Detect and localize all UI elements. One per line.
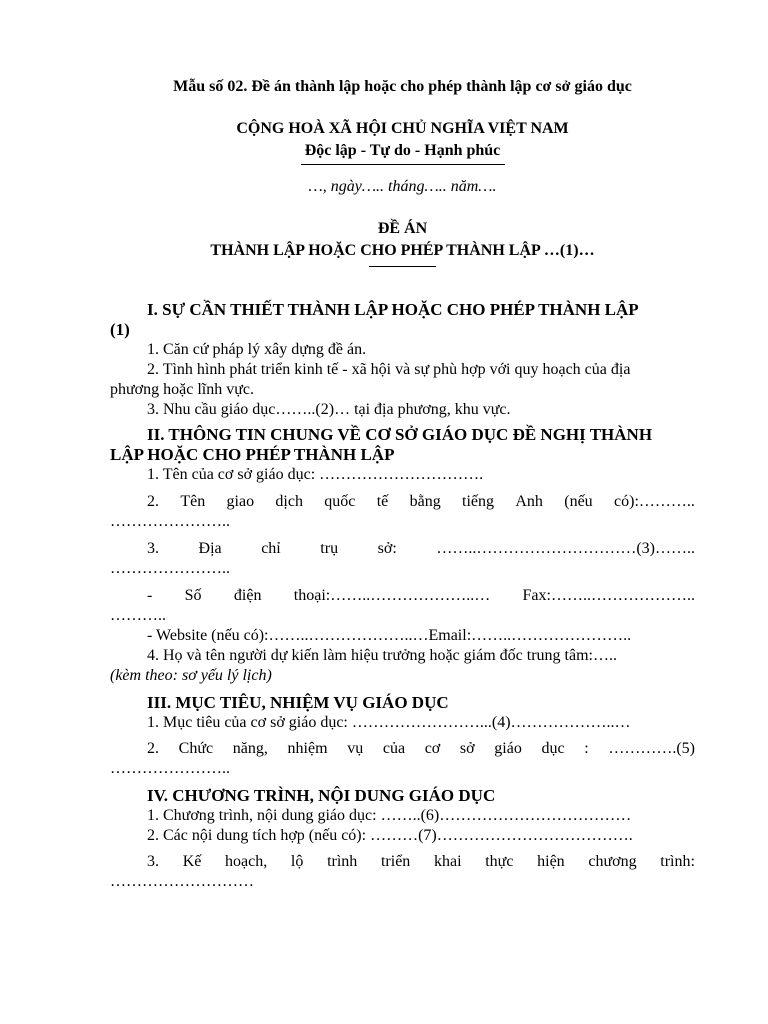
- word: sở: [459, 740, 475, 757]
- word: hiện: [537, 853, 565, 870]
- form-title: Mẫu số 02. Đề án thành lập hoặc cho phép thành lập cơ sở giáo dục: [173, 78, 632, 95]
- word: Anh: [515, 493, 543, 510]
- word: nhiệm: [287, 740, 328, 757]
- word: của: [382, 740, 406, 757]
- motto-underline: [301, 164, 505, 165]
- word: dục: [541, 740, 565, 757]
- section-4-heading: IV. CHƯƠNG TRÌNH, NỘI DUNG GIÁO DỤC: [147, 786, 496, 805]
- section-4-item-3-line1: [110, 852, 695, 872]
- word: Tên: [180, 493, 206, 510]
- word: Fax:……..………………..: [522, 587, 695, 604]
- section-3-item-1: 1. Mục tiêu của cơ sở giáo dục: ……………………...(4)………………..…: [147, 714, 631, 731]
- section-2-item-2-line1: [110, 492, 695, 512]
- document-title: ĐỀ ÁN: [377, 220, 428, 237]
- word: 2.: [147, 493, 159, 510]
- word: Số: [184, 587, 202, 604]
- section-1-heading: [110, 300, 695, 320]
- section-3-item-2-line1: [110, 739, 695, 759]
- word: Kế: [182, 853, 202, 870]
- word: quốc: [324, 493, 356, 510]
- title-underline: [369, 266, 436, 267]
- word: điện: [233, 587, 262, 604]
- word: lộ: [290, 853, 304, 870]
- section-1-heading-line1: I. SỰ CẦN THIẾT THÀNH LẬP HOẶC CHO PHÉP THÀNH LẬP: [147, 300, 639, 319]
- word: triển: [380, 853, 411, 870]
- word: giáo: [494, 740, 522, 757]
- section-2-item-4-line1: 4. Họ và tên người dự kiến làm hiệu trưởng hoặc giám đốc trung tâm:…..: [147, 647, 617, 664]
- word: -: [147, 587, 153, 604]
- word: giao: [226, 493, 255, 510]
- section-2-item-3-line1: [110, 539, 695, 559]
- section-4: [110, 786, 695, 892]
- document-subtitle: THÀNH LẬP HOẶC CHO PHÉP THÀNH LẬP …(1)…: [210, 242, 595, 259]
- word: ………….(5): [608, 740, 695, 757]
- section-2-item-3-line2: …………………..: [110, 560, 230, 577]
- section-4-item-1: 1. Chương trình, nội dung giáo dục: ……..(6)………………………………: [147, 807, 632, 824]
- word: chương: [588, 853, 637, 870]
- section-2-phone-line2: ………..: [110, 607, 166, 624]
- word: Chức: [178, 740, 214, 757]
- word: cơ: [424, 740, 441, 757]
- word: năng,: [232, 740, 268, 757]
- section-2-heading-line1: II. THÔNG TIN CHUNG VỀ CƠ SỞ GIÁO DỤC ĐỀ NGHỊ THÀNH: [147, 425, 653, 444]
- word: (nếu: [564, 493, 593, 510]
- word: 3.: [147, 540, 159, 557]
- word: vụ: [347, 740, 364, 757]
- word: bằng: [409, 493, 441, 510]
- word: thoại:……..………………..…: [293, 587, 491, 604]
- word: tế: [376, 493, 389, 510]
- section-4-item-2: 2. Các nội dung tích hợp (nếu có): ………(7)……………………………….: [147, 827, 633, 844]
- national-title: CỘNG HOÀ XÃ HỘI CHỦ NGHĨA VIỆT NAM: [236, 120, 569, 137]
- word: Địa: [198, 540, 222, 557]
- word: :: [584, 740, 589, 757]
- section-2-heading-line2: LẬP HOẶC CHO PHÉP THÀNH LẬP: [110, 445, 395, 464]
- section-2-item-1: 1. Tên của cơ sở giáo dục: ………………………….: [147, 466, 484, 483]
- word: khai: [433, 853, 462, 870]
- word: dịch: [275, 493, 303, 510]
- word: trình: [327, 853, 358, 870]
- section-2-heading: [110, 425, 695, 445]
- word: thực: [485, 853, 514, 870]
- word: có):………..: [614, 493, 695, 510]
- word: trình:: [660, 853, 695, 870]
- section-2: [110, 425, 695, 686]
- section-2-item-4-note: (kèm theo: sơ yếu lý lịch): [110, 667, 272, 684]
- section-1-heading-line2: (1): [110, 320, 130, 339]
- date-line: …, ngày….. tháng….. năm….: [308, 178, 497, 195]
- word: ……..…………………………(3)……..: [436, 540, 695, 557]
- word: sở:: [377, 540, 397, 557]
- word: hoạch,: [225, 853, 268, 870]
- word: trụ: [320, 540, 339, 557]
- section-1-item-2-line1: 2. Tình hình phát triển kinh tế - xã hội và sự phù hợp với quy hoạch của địa: [147, 361, 631, 378]
- section-1-item-2-line2: phương hoặc lĩnh vực.: [110, 381, 254, 398]
- section-4-item-3-line2: ………………………: [110, 873, 254, 890]
- word: 3.: [147, 853, 159, 870]
- section-3-heading: III. MỤC TIÊU, NHIỆM VỤ GIÁO DỤC: [147, 693, 449, 712]
- section-3-item-2-line2: …………………..: [110, 760, 230, 777]
- section-2-website: - Website (nếu có):……..………………..…Email:……..…………………..: [147, 627, 632, 644]
- word: tiếng: [462, 493, 495, 510]
- section-1: [110, 300, 695, 420]
- word: chỉ: [261, 540, 281, 557]
- section-1-item-3: 3. Nhu cầu giáo dục……..(2)… tại địa phương, khu vực.: [147, 401, 511, 418]
- section-3: [110, 693, 695, 779]
- national-motto: Độc lập - Tự do - Hạnh phúc: [304, 142, 501, 159]
- section-2-item-2-line2: …………………..: [110, 513, 230, 530]
- section-1-item-1: 1. Căn cứ pháp lý xây dựng đề án.: [147, 341, 367, 358]
- section-2-phone-line1: [110, 586, 695, 606]
- word: 2.: [147, 740, 159, 757]
